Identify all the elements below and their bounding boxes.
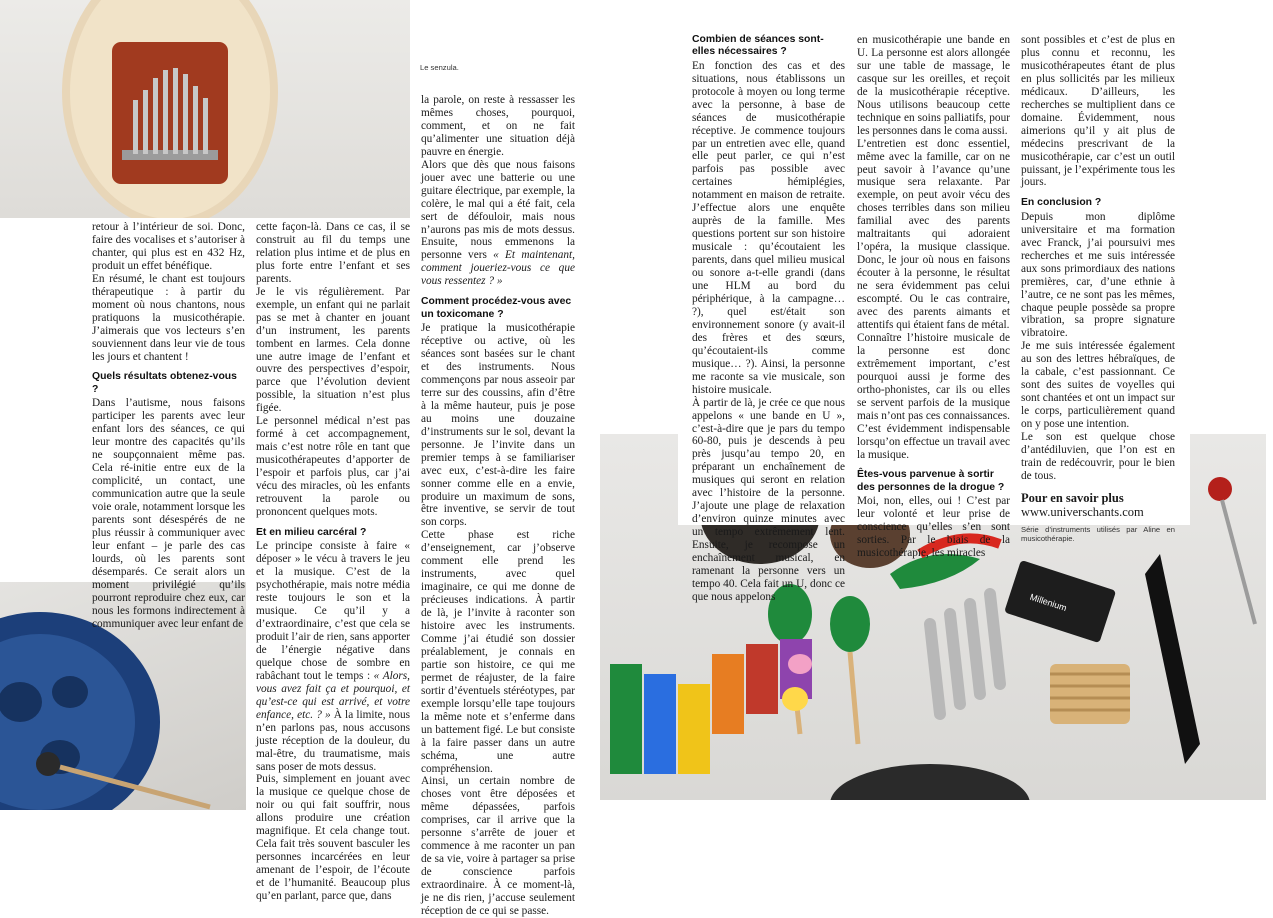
paragraph: En résumé, le chant est toujours thérapeutique : à partir du moment où nous chantons, nous pratiquons la musicothérapie. J’aimerais que vos lecteurs s’en souviennent dans leur vie de tous les jours et chantent ! (92, 272, 245, 363)
quote-italic: « Et maintenant, comment joueriez-vous ce que vous ressentez ? » (421, 249, 575, 288)
text-span: Le principe consiste à faire « déposer » le vécu à travers le jeu et la musique. C’est de la psychothérapie, mais notre média reste toujours le son et la musique. Ce qu’il y a d’extraordinaire, c’est que cela se produit l’air de rien, sans apporter de l’énergie négative dans quelque chose de sombre en rabâchant tout le temps : (256, 540, 410, 682)
paragraph: Je me suis intéressée également au son des lettres hébraïques, de la cabale, c’est passionnant. Ce sont des suites de voyelles qui sont chantées et ont un impact sur le corps, particulièrement quand on y pose une intention. (1021, 340, 1175, 431)
quote-italic: « Alors, vous avez fait ça et pourquoi, et qu’est-ce qui est arrivé, et votre enfance, etc. ? » (256, 669, 411, 721)
paragraph: À partir de là, je crée ce que nous appelons « une bande en U », c’est-à-dire que je pars du tempo 60-80, puis je descends à peu près jusqu’au tempo 20, en préparant un enchaînement de musiques qui seront en relation avec l’histoire de la personne. J’ajoute une plage de relaxation d’environ quinze minutes avec un tempo extrêmement lent. Ensuite, je recompose un enchaînement musical, en ramenant la personne vers un tempo 40. Cela fait un U, donc ce que nous appelons (692, 396, 845, 603)
paragraph: En fonction des cas et des situations, nous établissons un protocole à moyen ou long terme avec la personne, à base de séances de musicothérapie réceptive. Je commence toujours par un entretien avec elle, quand elle peut parler, ce qui n’est parfois pas possible avec certaines hémiplégies, notamment en maison de retraite. J’effectue alors une enquête auprès de la famille. Mes questions portent sur son histoire musicale : qu’écoutaient les parents, dans quel milieu musical ou sonore a-t-elle grandi (dans une HLM au bord du périphérique, à la campagne… ?), quel est/était son environnement sonore (y avait-il des frères et des sœurs, qu’écoutaient-ils comme musique… ?). Ainsi, la personne me raconte sa vie musicale, son histoire musicale. (692, 59, 845, 396)
text-span: Alors que dès que nous faisons jouer avec une batterie ou une guitare électrique, par exemple, la colère, le mal qui a été fait, cela sert de défouloir, mais nous n’aurons pas mis de mots dessus. Ensuite, nous emmenons la personne vers (421, 158, 575, 262)
paragraph: Ainsi, un certain nombre de choses vont être déposées et même dépassées, parfois comprises, car il arrive que la personne s’arrête de jouer et commence à me raconter un pan de sa vie, voire à partager sa prise de conscience parfois extraordinaire. À ce moment-là, je ne dis rien, j’accuse seulement réception de ce qui se passe. (421, 775, 575, 917)
paragraph: Le son est quelque chose d’antédiluvien, que l’on est en train de redécouvrir, pour le bien de tous. (1021, 431, 1175, 482)
section-heading: Comment procédez-vous avec un toxicomane ? (421, 296, 572, 320)
paragraph: L’entretien est donc essentiel, même avec la famille, car on ne peut savoir à l’avance qu’une musique sera relaxante. Par exemple, on peut avoir vécu des choses terribles dans son milieu familial avec des parents maltraitants qui adoraient l’opéra, la musique classique. Donc, le jour où nous en faisons écouter à la personne, le résultat ne sera évidemment pas celui escompté. Ou le cas contraire, avec des parents aimants et attentifs qui étaient fans de métal. (857, 137, 1010, 331)
paragraph: Depuis mon diplôme universitaire et ma formation avec Franck, j’ai poursuivi mes recherches et me suis intéressée aux sons primordiaux des nations premières, car, d’une ethnie à l’autre, ce ne sont pas les mêmes, chaque peuple possède sa propre vibration, sa propre signature vibratoire. (1021, 210, 1175, 340)
paragraph: Moi, non, elles, oui ! C’est par leur volonté et leur prise de conscience qu’elles s’en sont sorties. Par le biais de la musicothérapie, les miracles (857, 495, 1010, 560)
left-page-column-3 (421, 94, 575, 918)
paragraph: en musicothérapie une bande en U. La personne est alors allongée sur une table de massage, le casque sur les oreilles, et reçoit de la musicothérapie réceptive. Nous utilisons beaucoup cette technique en soins palliatifs, pour les personnes dans le coma aussi. (857, 34, 1010, 137)
paragraph: Dans l’autisme, nous faisons participer les parents avec leur enfant lors des séances, ce qui leur montre des capacités qu’ils ne soupçonnaient même pas. Cela ré-initie entre eux de la complicité, un contact, une communication autre que la seule voie orale, notamment lorsque les parents sont désespérés de ne plus réussir à communiquer avec leur enfant – je parle des cas lourds, où les parents sont désemparés. Ce serait alors un moment privilégié qu’ils pourront reproduire chez eux, car nous les formons indirectement à communiquer avec leur enfant de (92, 397, 245, 630)
paragraph: Je le vis régulièrement. Par exemple, un enfant qui ne parlait pas se met à chanter en jouant d’un instrument, les parents tombent en larmes. Cela donne une autre image de l’enfant et ouvre des perspectives d’espoir, parce que l’évolution devient possible, la situation n’est plus figée. (256, 285, 410, 415)
photo-credit: Série d’instruments utilisés par Aline en musicothérapie. (1021, 524, 1175, 543)
paragraph: la parole, on reste à ressasser les mêmes choses, pourquoi, comment, et on ne fait qu’alimenter une situation déjà pauvre en énergie. (421, 94, 575, 158)
paragraph (421, 159, 575, 289)
text-span: À la limite, nous n’en parlons pas, nous accusons juste réception de la douleur, du mal-être, du traumatisme, mais sans poser de mots dessus. (256, 708, 410, 773)
website-link[interactable]: www.universchants.com (1021, 504, 1144, 519)
paragraph: retour à l’intérieur de soi. Donc, faire des vocalises et s’autoriser à chanter, qui plus est en 432 Hz, produit un effet bénéfique. (92, 221, 245, 272)
right-page-column-2 (857, 34, 1010, 560)
section-heading: Êtes-vous parvenue à sortir des personnes de la drogue ? (857, 469, 1005, 493)
more-info-title: Pour en savoir plus (1021, 490, 1124, 505)
paragraph: Cette phase est riche d’enseignement, car j’observe comment elle prend les instruments, avec quel imaginaire, ce qui me donne de précieuses indications. À partir de là, je l’invite à raconter son histoire avec les instruments. Comme j’ai étudié son dossier préalablement, je connais en partie son histoire, ce qui me permet de réajuster, de la faire sortir d’éventuels stéréotypes, par exemple lorsqu’elle tape toujours la même note et s’enferme dans un battement figé. Le but consiste à la faire passer dans un autre schéma, une autre compréhension. (421, 529, 575, 775)
cowbell-brand-label: Millenium (1028, 591, 1068, 614)
left-page-column-2 (256, 221, 410, 903)
paragraph: Puis, simplement en jouant avec la musique ce quelque chose de noir ou qui fait souffrir, nous allons produire une création magnifique. Et cela change tout. Cela fait très souvent basculer les personnes incarcérées en leur amenant de l’espoir, de l’écoute et de l’humanité. Beaucoup plus qu’en parlant, parce que, dans (256, 773, 410, 903)
right-page-column-1 (692, 34, 845, 604)
section-heading: Combien de séances sont-elles nécessaires ? (692, 34, 824, 58)
paragraph (256, 540, 410, 773)
paragraph: Le personnel médical n’est pas formé à cet accompagnement, mais c’est notre rôle en tant que musicothérapeutes d’apporter de l’espoir et parfois plus, car j’ai vécu des miracles, où les enfants retrouvent la parole ou prononcent quelques mots. (256, 415, 410, 518)
paragraph: cette façon-là. Dans ce cas, il se construit au fil du temps une relation plus intime et de plus en plus forte entre l’enfant et ses parents. (256, 221, 410, 285)
paragraph: Je pratique la musicothérapie réceptive ou active, où les séances sont basées sur le chant et des instruments. Nous commençons par nous asseoir par terre sur des coussins, afin d’être à la même hauteur, puis je pose au moins une douzaine d’instruments sur le sol, devant la personne. Je l’invite dans un premier temps à se familiariser avec eux, c’est-à-dire les faire sonner comme elle en a envie, produire un maximum de sons, être inventive, se servir de tout son corps. (421, 322, 575, 529)
section-heading: En conclusion ? (1021, 197, 1102, 209)
paragraph: Connaître l’histoire musicale de la personne est donc extrêmement important, c’est pourquoi aussi je forme des ortho-phonistes, car ils ou elles se servent parfois de la musique mais n’ont pas ces connaissances. C’est évidemment indispensable lorsqu’on effectue un travail avec la musique. (857, 331, 1010, 461)
section-heading: Et en milieu carcéral ? (256, 526, 367, 538)
kalimba-photo (0, 0, 410, 218)
right-page-column-3 (1021, 34, 1175, 543)
left-page-column-1 (92, 221, 245, 630)
paragraph: sont possibles et c’est de plus en plus connu et reconnu, les musicothérapeutes étant de plus en plus sollicités par les milieux médicaux. D’ailleurs, les recherches se multiplient dans ce domaine. Évidemment, nous aimerions qu’il y ait plus de médecins prescrivant de la musicothérapie, car c’est un outil puissant, je l’expérimente tous les jours. (1021, 34, 1175, 189)
photo-caption: Le senzula. (420, 63, 459, 72)
section-heading: Quels résultats obtenez-vous ? (92, 371, 237, 395)
